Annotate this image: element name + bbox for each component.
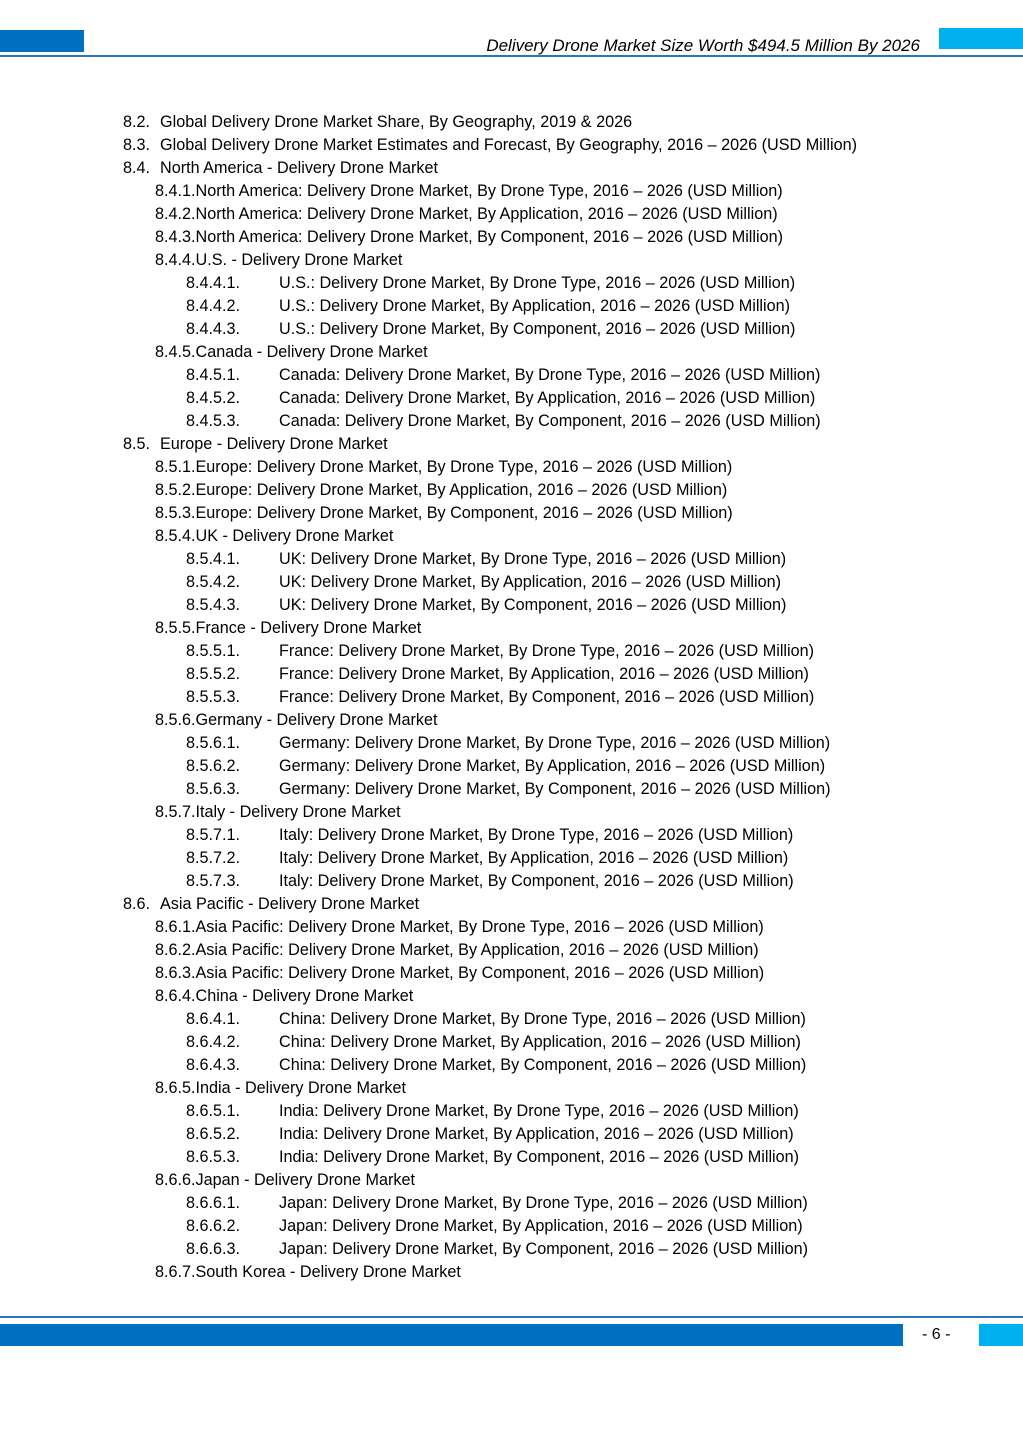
toc-entry bbox=[0, 134, 1023, 157]
toc-entry-text: India: Delivery Drone Market, By Component, 2016 – 2026 (USD Million) bbox=[279, 1148, 800, 1166]
toc-entry bbox=[0, 157, 1023, 180]
toc-entry-text: 8.5.4.UK - Delivery Drone Market bbox=[155, 527, 394, 545]
toc-entry bbox=[0, 502, 1023, 525]
toc-entry-text: Canada: Delivery Drone Market, By Drone Type, 2016 – 2026 (USD Million) bbox=[279, 366, 821, 384]
toc-entry-number: 8.5.6.1. bbox=[186, 734, 241, 752]
toc-entry-text: 8.5.5.France - Delivery Drone Market bbox=[155, 619, 422, 637]
toc-entry-number: 8.6.4.1. bbox=[186, 1010, 241, 1028]
toc-entry-text: Germany: Delivery Drone Market, By Drone Type, 2016 – 2026 (USD Million) bbox=[279, 734, 831, 752]
toc-entry bbox=[0, 1215, 1023, 1238]
toc-entry-number: 8.4.5.3. bbox=[186, 412, 241, 430]
toc-entry bbox=[0, 640, 1023, 663]
toc-entry-number: 8.6.5.3. bbox=[186, 1148, 241, 1166]
toc-entry-text: 8.5.2.Europe: Delivery Drone Market, By Application, 2016 – 2026 (USD Million) bbox=[155, 481, 728, 499]
toc-entry bbox=[0, 433, 1023, 456]
toc-entry bbox=[0, 226, 1023, 249]
toc-entry bbox=[0, 479, 1023, 502]
toc-entry-number: 8.5.7.1. bbox=[186, 826, 241, 844]
toc-entry bbox=[0, 732, 1023, 755]
toc-entry-text: India: Delivery Drone Market, By Application, 2016 – 2026 (USD Million) bbox=[279, 1125, 794, 1143]
toc-entry-text: China: Delivery Drone Market, By Drone Type, 2016 – 2026 (USD Million) bbox=[279, 1010, 806, 1028]
toc-entry bbox=[0, 1238, 1023, 1261]
toc-entry-text: Japan: Delivery Drone Market, By Application, 2016 – 2026 (USD Million) bbox=[279, 1217, 803, 1235]
toc-entry-text: 8.6.3.Asia Pacific: Delivery Drone Market, By Component, 2016 – 2026 (USD Million) bbox=[155, 964, 765, 982]
toc-entry bbox=[0, 686, 1023, 709]
toc-entry bbox=[0, 663, 1023, 686]
toc-entry-text: Germany: Delivery Drone Market, By Application, 2016 – 2026 (USD Million) bbox=[279, 757, 826, 775]
toc-entry-text: Asia Pacific - Delivery Drone Market bbox=[160, 895, 420, 913]
header-accent-bar-left bbox=[0, 30, 84, 52]
toc-entry bbox=[0, 801, 1023, 824]
toc-entry-text: 8.6.1.Asia Pacific: Delivery Drone Market, By Drone Type, 2016 – 2026 (USD Million) bbox=[155, 918, 764, 936]
toc-entry-text: North America - Delivery Drone Market bbox=[160, 159, 438, 177]
toc-entry bbox=[0, 295, 1023, 318]
toc-entry bbox=[0, 548, 1023, 571]
toc-entry-number: 8.4.4.3. bbox=[186, 320, 241, 338]
toc-entry bbox=[0, 1008, 1023, 1031]
toc-entry-text: France: Delivery Drone Market, By Drone Type, 2016 – 2026 (USD Million) bbox=[279, 642, 815, 660]
toc-entry bbox=[0, 1169, 1023, 1192]
toc-entry bbox=[0, 571, 1023, 594]
toc-entry bbox=[0, 341, 1023, 364]
page-number: - 6 - bbox=[922, 1326, 951, 1343]
toc-entry-text: U.S.: Delivery Drone Market, By Application, 2016 – 2026 (USD Million) bbox=[279, 297, 791, 315]
header-rule bbox=[0, 55, 1023, 57]
footer-accent-bar-right bbox=[979, 1324, 1023, 1346]
toc-entry-number: 8.4. bbox=[123, 159, 151, 177]
toc-entry bbox=[0, 893, 1023, 916]
toc-entry-number: 8.5.7.2. bbox=[186, 849, 241, 867]
toc-entry-text: UK: Delivery Drone Market, By Drone Type, 2016 – 2026 (USD Million) bbox=[279, 550, 787, 568]
toc-entry bbox=[0, 249, 1023, 272]
toc-entry-number: 8.5.6.3. bbox=[186, 780, 241, 798]
toc-entry-number: 8.5.4.3. bbox=[186, 596, 241, 614]
toc-entry bbox=[0, 939, 1023, 962]
toc-entry bbox=[0, 111, 1023, 134]
toc-entry bbox=[0, 272, 1023, 295]
toc-entry bbox=[0, 594, 1023, 617]
toc-entry-number: 8.5.5.3. bbox=[186, 688, 241, 706]
toc-entry-number: 8.6.5.1. bbox=[186, 1102, 241, 1120]
toc-entry bbox=[0, 617, 1023, 640]
toc-entry-text: U.S.: Delivery Drone Market, By Drone Type, 2016 – 2026 (USD Million) bbox=[279, 274, 796, 292]
toc-entry-text: Canada: Delivery Drone Market, By Component, 2016 – 2026 (USD Million) bbox=[279, 412, 821, 430]
toc-entry bbox=[0, 985, 1023, 1008]
toc-entry-text: UK: Delivery Drone Market, By Component, 2016 – 2026 (USD Million) bbox=[279, 596, 787, 614]
toc-entry bbox=[0, 916, 1023, 939]
toc-entry bbox=[0, 847, 1023, 870]
toc-entry-number: 8.6.5.2. bbox=[186, 1125, 241, 1143]
toc-entry-number: 8.6. bbox=[123, 895, 151, 913]
toc-entry-text: China: Delivery Drone Market, By Component, 2016 – 2026 (USD Million) bbox=[279, 1056, 807, 1074]
toc-entry-number: 8.4.4.1. bbox=[186, 274, 241, 292]
toc-entry-text: Japan: Delivery Drone Market, By Drone Type, 2016 – 2026 (USD Million) bbox=[279, 1194, 808, 1212]
toc-entry-text: France: Delivery Drone Market, By Application, 2016 – 2026 (USD Million) bbox=[279, 665, 809, 683]
header-title: Delivery Drone Market Size Worth $494.5 Million By 2026 bbox=[486, 36, 920, 55]
toc-entry-text: 8.6.7.South Korea - Delivery Drone Market bbox=[155, 1263, 461, 1281]
toc-entry bbox=[0, 1261, 1023, 1284]
toc-entry-text: UK: Delivery Drone Market, By Application, 2016 – 2026 (USD Million) bbox=[279, 573, 782, 591]
toc-entry-text: 8.6.6.Japan - Delivery Drone Market bbox=[155, 1171, 416, 1189]
toc-entry bbox=[0, 824, 1023, 847]
toc-entry-number: 8.5.6.2. bbox=[186, 757, 241, 775]
toc-entry bbox=[0, 1123, 1023, 1146]
toc-entry-text: 8.4.1.North America: Delivery Drone Market, By Drone Type, 2016 – 2026 (USD Million) bbox=[155, 182, 783, 200]
toc-entry-number: 8.6.4.3. bbox=[186, 1056, 241, 1074]
toc-entry-text: 8.5.6.Germany - Delivery Drone Market bbox=[155, 711, 438, 729]
toc-entry-text: 8.5.1.Europe: Delivery Drone Market, By Drone Type, 2016 – 2026 (USD Million) bbox=[155, 458, 733, 476]
toc-entry-text: 8.5.3.Europe: Delivery Drone Market, By Component, 2016 – 2026 (USD Million) bbox=[155, 504, 733, 522]
toc-entry bbox=[0, 180, 1023, 203]
toc-entry bbox=[0, 364, 1023, 387]
toc-entry bbox=[0, 1146, 1023, 1169]
toc-entry bbox=[0, 778, 1023, 801]
toc-entry-text: 8.6.2.Asia Pacific: Delivery Drone Market, By Application, 2016 – 2026 (USD Million) bbox=[155, 941, 759, 959]
toc-entry-number: 8.5. bbox=[123, 435, 151, 453]
toc-entry-text: France: Delivery Drone Market, By Component, 2016 – 2026 (USD Million) bbox=[279, 688, 815, 706]
toc-entry-text: Canada: Delivery Drone Market, By Application, 2016 – 2026 (USD Million) bbox=[279, 389, 816, 407]
toc-entry bbox=[0, 1192, 1023, 1215]
toc-entry bbox=[0, 456, 1023, 479]
toc-entry bbox=[0, 962, 1023, 985]
toc-entry-number: 8.6.4.2. bbox=[186, 1033, 241, 1051]
toc-entry-text: Japan: Delivery Drone Market, By Component, 2016 – 2026 (USD Million) bbox=[279, 1240, 809, 1258]
toc-entry-text: 8.5.7.Italy - Delivery Drone Market bbox=[155, 803, 401, 821]
toc-entry bbox=[0, 318, 1023, 341]
toc-entry bbox=[0, 755, 1023, 778]
toc-entry bbox=[0, 1031, 1023, 1054]
toc-entry-number: 8.4.5.2. bbox=[186, 389, 241, 407]
toc-entry-text: India: Delivery Drone Market, By Drone Type, 2016 – 2026 (USD Million) bbox=[279, 1102, 799, 1120]
toc-entry-text: 8.4.4.U.S. - Delivery Drone Market bbox=[155, 251, 403, 269]
toc-entry bbox=[0, 387, 1023, 410]
toc-entry-text: 8.4.3.North America: Delivery Drone Market, By Component, 2016 – 2026 (USD Million) bbox=[155, 228, 783, 246]
toc-entry bbox=[0, 1100, 1023, 1123]
toc-entry-number: 8.2. bbox=[123, 113, 151, 131]
toc-entry bbox=[0, 525, 1023, 548]
toc-entry bbox=[0, 203, 1023, 226]
toc-entry-text: 8.4.2.North America: Delivery Drone Market, By Application, 2016 – 2026 (USD Million) bbox=[155, 205, 778, 223]
toc-entry bbox=[0, 1054, 1023, 1077]
toc-entry-number: 8.6.6.1. bbox=[186, 1194, 241, 1212]
toc-entry-text: Germany: Delivery Drone Market, By Component, 2016 – 2026 (USD Million) bbox=[279, 780, 831, 798]
toc-entry bbox=[0, 410, 1023, 433]
toc-entry-number: 8.6.6.2. bbox=[186, 1217, 241, 1235]
toc-entry-number: 8.5.4.1. bbox=[186, 550, 241, 568]
toc-entry-text: Italy: Delivery Drone Market, By Drone Type, 2016 – 2026 (USD Million) bbox=[279, 826, 794, 844]
toc-entry-text: China: Delivery Drone Market, By Application, 2016 – 2026 (USD Million) bbox=[279, 1033, 801, 1051]
footer-rule bbox=[0, 1316, 1023, 1318]
toc-entry-number: 8.3. bbox=[123, 136, 151, 154]
toc-entry-text: U.S.: Delivery Drone Market, By Component, 2016 – 2026 (USD Million) bbox=[279, 320, 796, 338]
toc-entry-text: Global Delivery Drone Market Share, By Geography, 2019 & 2026 bbox=[160, 113, 633, 131]
toc-entry-number: 8.5.7.3. bbox=[186, 872, 241, 890]
toc-entry bbox=[0, 709, 1023, 732]
footer-accent-bar bbox=[0, 1324, 903, 1346]
toc-entry-text: Europe - Delivery Drone Market bbox=[160, 435, 388, 453]
toc-entry-number: 8.5.5.1. bbox=[186, 642, 241, 660]
toc-entry bbox=[0, 870, 1023, 893]
table-of-contents bbox=[0, 111, 1023, 1284]
toc-entry bbox=[0, 1077, 1023, 1100]
toc-entry-number: 8.5.5.2. bbox=[186, 665, 241, 683]
header-accent-bar-right bbox=[939, 28, 1023, 49]
toc-entry-text: 8.4.5.Canada - Delivery Drone Market bbox=[155, 343, 428, 361]
toc-entry-text: Italy: Delivery Drone Market, By Application, 2016 – 2026 (USD Million) bbox=[279, 849, 789, 867]
toc-entry-text: Italy: Delivery Drone Market, By Component, 2016 – 2026 (USD Million) bbox=[279, 872, 794, 890]
toc-entry-number: 8.5.4.2. bbox=[186, 573, 241, 591]
toc-entry-number: 8.4.5.1. bbox=[186, 366, 241, 384]
toc-entry-number: 8.6.6.3. bbox=[186, 1240, 241, 1258]
toc-entry-number: 8.4.4.2. bbox=[186, 297, 241, 315]
toc-entry-text: 8.6.4.China - Delivery Drone Market bbox=[155, 987, 414, 1005]
toc-entry-text: Global Delivery Drone Market Estimates and Forecast, By Geography, 2016 – 2026 (USD Million) bbox=[160, 136, 857, 154]
toc-entry-text: 8.6.5.India - Delivery Drone Market bbox=[155, 1079, 407, 1097]
